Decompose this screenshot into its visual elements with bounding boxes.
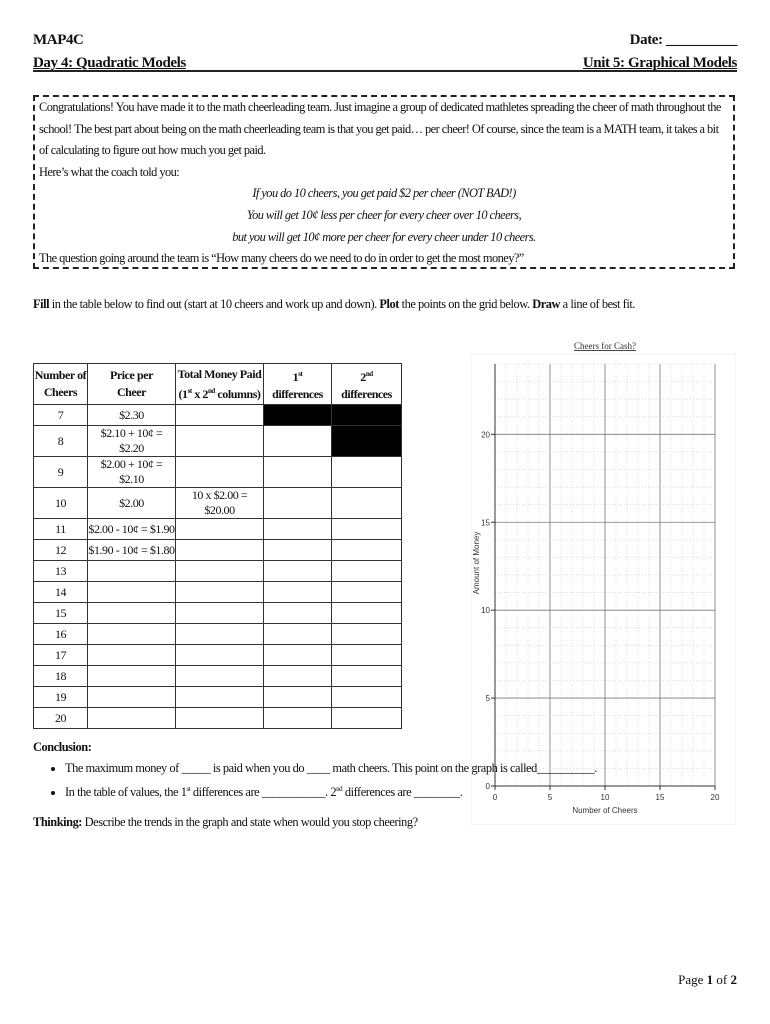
lesson-title: Day 4: Quadratic Models (33, 55, 186, 71)
second-diff-cell[interactable] (332, 519, 402, 540)
total-cell[interactable] (176, 603, 264, 624)
price-cell[interactable]: $2.00 + 10¢ = $2.10 (88, 457, 176, 488)
y-tick-label: 0 (485, 782, 490, 791)
team-question: The question going around the team is “How many cheers do we need to do in order to get the most money?” (39, 251, 524, 266)
coach-rule-1: If you do 10 cheers, you get paid $2 per cheer (NOT BAD!) (252, 186, 516, 201)
instructions (33, 297, 635, 312)
first-diff-cell[interactable] (264, 561, 332, 582)
cheers-cell[interactable]: 10 (34, 488, 88, 519)
table-body (34, 405, 402, 729)
total-cell[interactable] (176, 540, 264, 561)
chart-title: Cheers for Cash? (574, 341, 636, 351)
first-diff-cell[interactable] (264, 426, 332, 457)
second-diff-cell[interactable] (332, 708, 402, 729)
second-diff-cell[interactable] (332, 582, 402, 603)
table-row (34, 405, 402, 426)
price-cell[interactable]: $2.30 (88, 405, 176, 426)
total-cell[interactable] (176, 457, 264, 488)
y-tick-label: 20 (481, 430, 490, 440)
cheers-cell[interactable]: 16 (34, 624, 88, 645)
cheers-cell[interactable]: 11 (34, 519, 88, 540)
x-tick-label: 20 (710, 793, 720, 802)
second-diff-cell[interactable] (332, 624, 402, 645)
y-tick-label: 10 (481, 606, 490, 616)
first-diff-cell[interactable] (264, 488, 332, 519)
price-cell[interactable] (88, 561, 176, 582)
cheers-cell[interactable]: 8 (34, 426, 88, 457)
header-left (33, 29, 186, 75)
total-cell[interactable] (176, 519, 264, 540)
total-cell[interactable]: 10 x $2.00 = $20.00 (176, 488, 264, 519)
cheers-cell[interactable]: 13 (34, 561, 88, 582)
header-second-diff: 2nd differences (332, 364, 402, 405)
plot-text: the points on the grid below. (398, 297, 533, 311)
first-diff-cell[interactable] (264, 645, 332, 666)
table-row (34, 603, 402, 624)
draw-keyword: Draw (532, 297, 560, 311)
header-price: Price per Cheer (88, 364, 176, 405)
total-cell[interactable] (176, 708, 264, 729)
first-diff-cell[interactable] (264, 708, 332, 729)
second-diff-cell[interactable] (332, 426, 402, 457)
values-table (33, 363, 402, 729)
table-row (34, 488, 402, 519)
total-cell[interactable] (176, 426, 264, 457)
price-cell[interactable] (88, 666, 176, 687)
header-cheers: Number of Cheers (34, 364, 88, 405)
first-diff-cell[interactable] (264, 666, 332, 687)
price-cell[interactable] (88, 582, 176, 603)
first-diff-cell[interactable] (264, 582, 332, 603)
conclusion-bullet-1: • The maximum money of _____ is paid when you do ____ math cheers. This point on the graph is called__________. (65, 758, 597, 779)
second-diff-cell[interactable] (332, 561, 402, 582)
total-cell[interactable] (176, 582, 264, 603)
coach-rule-2: You will get 10¢ less per cheer for every cheer over 10 cheers, (246, 207, 522, 222)
fill-text: in the table below to find out (start at 10 cheers and work up and down). (49, 297, 380, 311)
fill-keyword: Fill (33, 297, 50, 311)
price-cell[interactable] (88, 708, 176, 729)
table-row (34, 561, 402, 582)
coach-rule-3: but you will get 10¢ more per cheer for every cheer under 10 cheers. (232, 229, 536, 244)
total-cell[interactable] (176, 405, 264, 426)
price-cell[interactable]: $2.10 + 10¢ = $2.20 (88, 426, 176, 457)
total-cell[interactable] (176, 666, 264, 687)
first-diff-cell[interactable] (264, 457, 332, 488)
total-cell[interactable] (176, 645, 264, 666)
table-row (34, 582, 402, 603)
total-cell[interactable] (176, 687, 264, 708)
second-diff-cell[interactable] (332, 457, 402, 488)
y-axis-label: Amount of Money (472, 531, 481, 595)
second-diff-cell[interactable] (332, 666, 402, 687)
x-tick-label: 15 (655, 793, 665, 802)
table-row (34, 708, 402, 729)
second-diff-cell[interactable] (332, 645, 402, 666)
price-cell[interactable]: $2.00 - 10¢ = $1.90 (88, 519, 176, 540)
cheers-cell[interactable]: 9 (34, 457, 88, 488)
conclusion-bullet-2: • In the table of values, the 1st differences are ___________. 2nd differences are ________. (65, 779, 597, 803)
cheers-cell[interactable]: 14 (34, 582, 88, 603)
coach-line: Here’s what the coach told you: (39, 164, 180, 179)
x-tick-label: 5 (547, 793, 553, 802)
table-row (34, 519, 402, 540)
header-first-diff: 1st differences (264, 364, 332, 405)
first-diff-cell[interactable] (264, 624, 332, 645)
cheers-cell[interactable]: 15 (34, 603, 88, 624)
total-cell[interactable] (176, 561, 264, 582)
price-cell[interactable] (88, 603, 176, 624)
thinking-text: Describe the trends in the graph and state when would you stop cheering? (82, 815, 418, 829)
table-header-row (34, 364, 402, 405)
price-cell[interactable] (88, 645, 176, 666)
second-diff-cell[interactable] (332, 687, 402, 708)
first-diff-cell[interactable] (264, 519, 332, 540)
cheers-cell[interactable]: 7 (34, 405, 88, 426)
x-axis-label: Number of Cheers (572, 806, 638, 815)
x-tick-label: 0 (492, 793, 498, 802)
second-diff-cell[interactable] (332, 488, 402, 519)
cheers-cell[interactable]: 20 (34, 708, 88, 729)
second-diff-cell[interactable] (332, 405, 402, 426)
draw-text: a line of best fit. (560, 297, 635, 311)
unit-title: Unit 5: Graphical Models (582, 55, 737, 71)
conclusion-label: Conclusion: (33, 740, 92, 754)
header-rule (33, 70, 737, 72)
table-row (34, 457, 402, 488)
cheers-cell[interactable]: 18 (34, 666, 88, 687)
table-row (34, 426, 402, 457)
cheers-cell[interactable]: 12 (34, 540, 88, 561)
header-right (583, 29, 737, 75)
intro-box (33, 95, 735, 269)
conclusion-list (33, 758, 597, 803)
second-diff-cell[interactable] (332, 540, 402, 561)
first-diff-cell[interactable] (264, 540, 332, 561)
course-code: MAP4C (33, 32, 84, 48)
first-diff-cell[interactable] (264, 603, 332, 624)
cheers-cell[interactable]: 17 (34, 645, 88, 666)
table-row (34, 624, 402, 645)
price-cell[interactable] (88, 624, 176, 645)
table-row (34, 645, 402, 666)
first-diff-cell[interactable] (264, 405, 332, 426)
y-tick-label: 5 (485, 694, 490, 704)
second-diff-cell[interactable] (332, 603, 402, 624)
price-cell[interactable]: $1.90 - 10¢ = $1.80 (88, 540, 176, 561)
thinking-label: Thinking: (33, 815, 82, 829)
x-tick-label: 10 (600, 793, 610, 802)
table-row (34, 666, 402, 687)
price-cell[interactable]: $2.00 (88, 488, 176, 519)
thinking-prompt (33, 815, 418, 830)
table-row (34, 540, 402, 561)
cheers-cell[interactable]: 19 (34, 687, 88, 708)
date-field: Date: __________ (629, 32, 737, 48)
intro-paragraph: Congratulations! You have made it to the math cheerleading team. Just imagine a group of dedicated mathletes spreading the cheer of math throughout the school! The best part about being on the math cheerleading team is that you get paid… per cheer! Of course, since the team is a MATH team, it takes a bit of calculating to figure out how much you get paid. (39, 100, 721, 158)
table-row (34, 687, 402, 708)
plot-keyword: Plot (379, 297, 399, 311)
header-total: Total Money Paid (1st x 2nd columns) (176, 364, 264, 405)
page-footer: Page 1 of 2 (678, 972, 737, 987)
first-diff-cell[interactable] (264, 687, 332, 708)
total-cell[interactable] (176, 624, 264, 645)
price-cell[interactable] (88, 687, 176, 708)
conclusion (33, 737, 597, 803)
y-tick-label: 15 (481, 518, 490, 528)
